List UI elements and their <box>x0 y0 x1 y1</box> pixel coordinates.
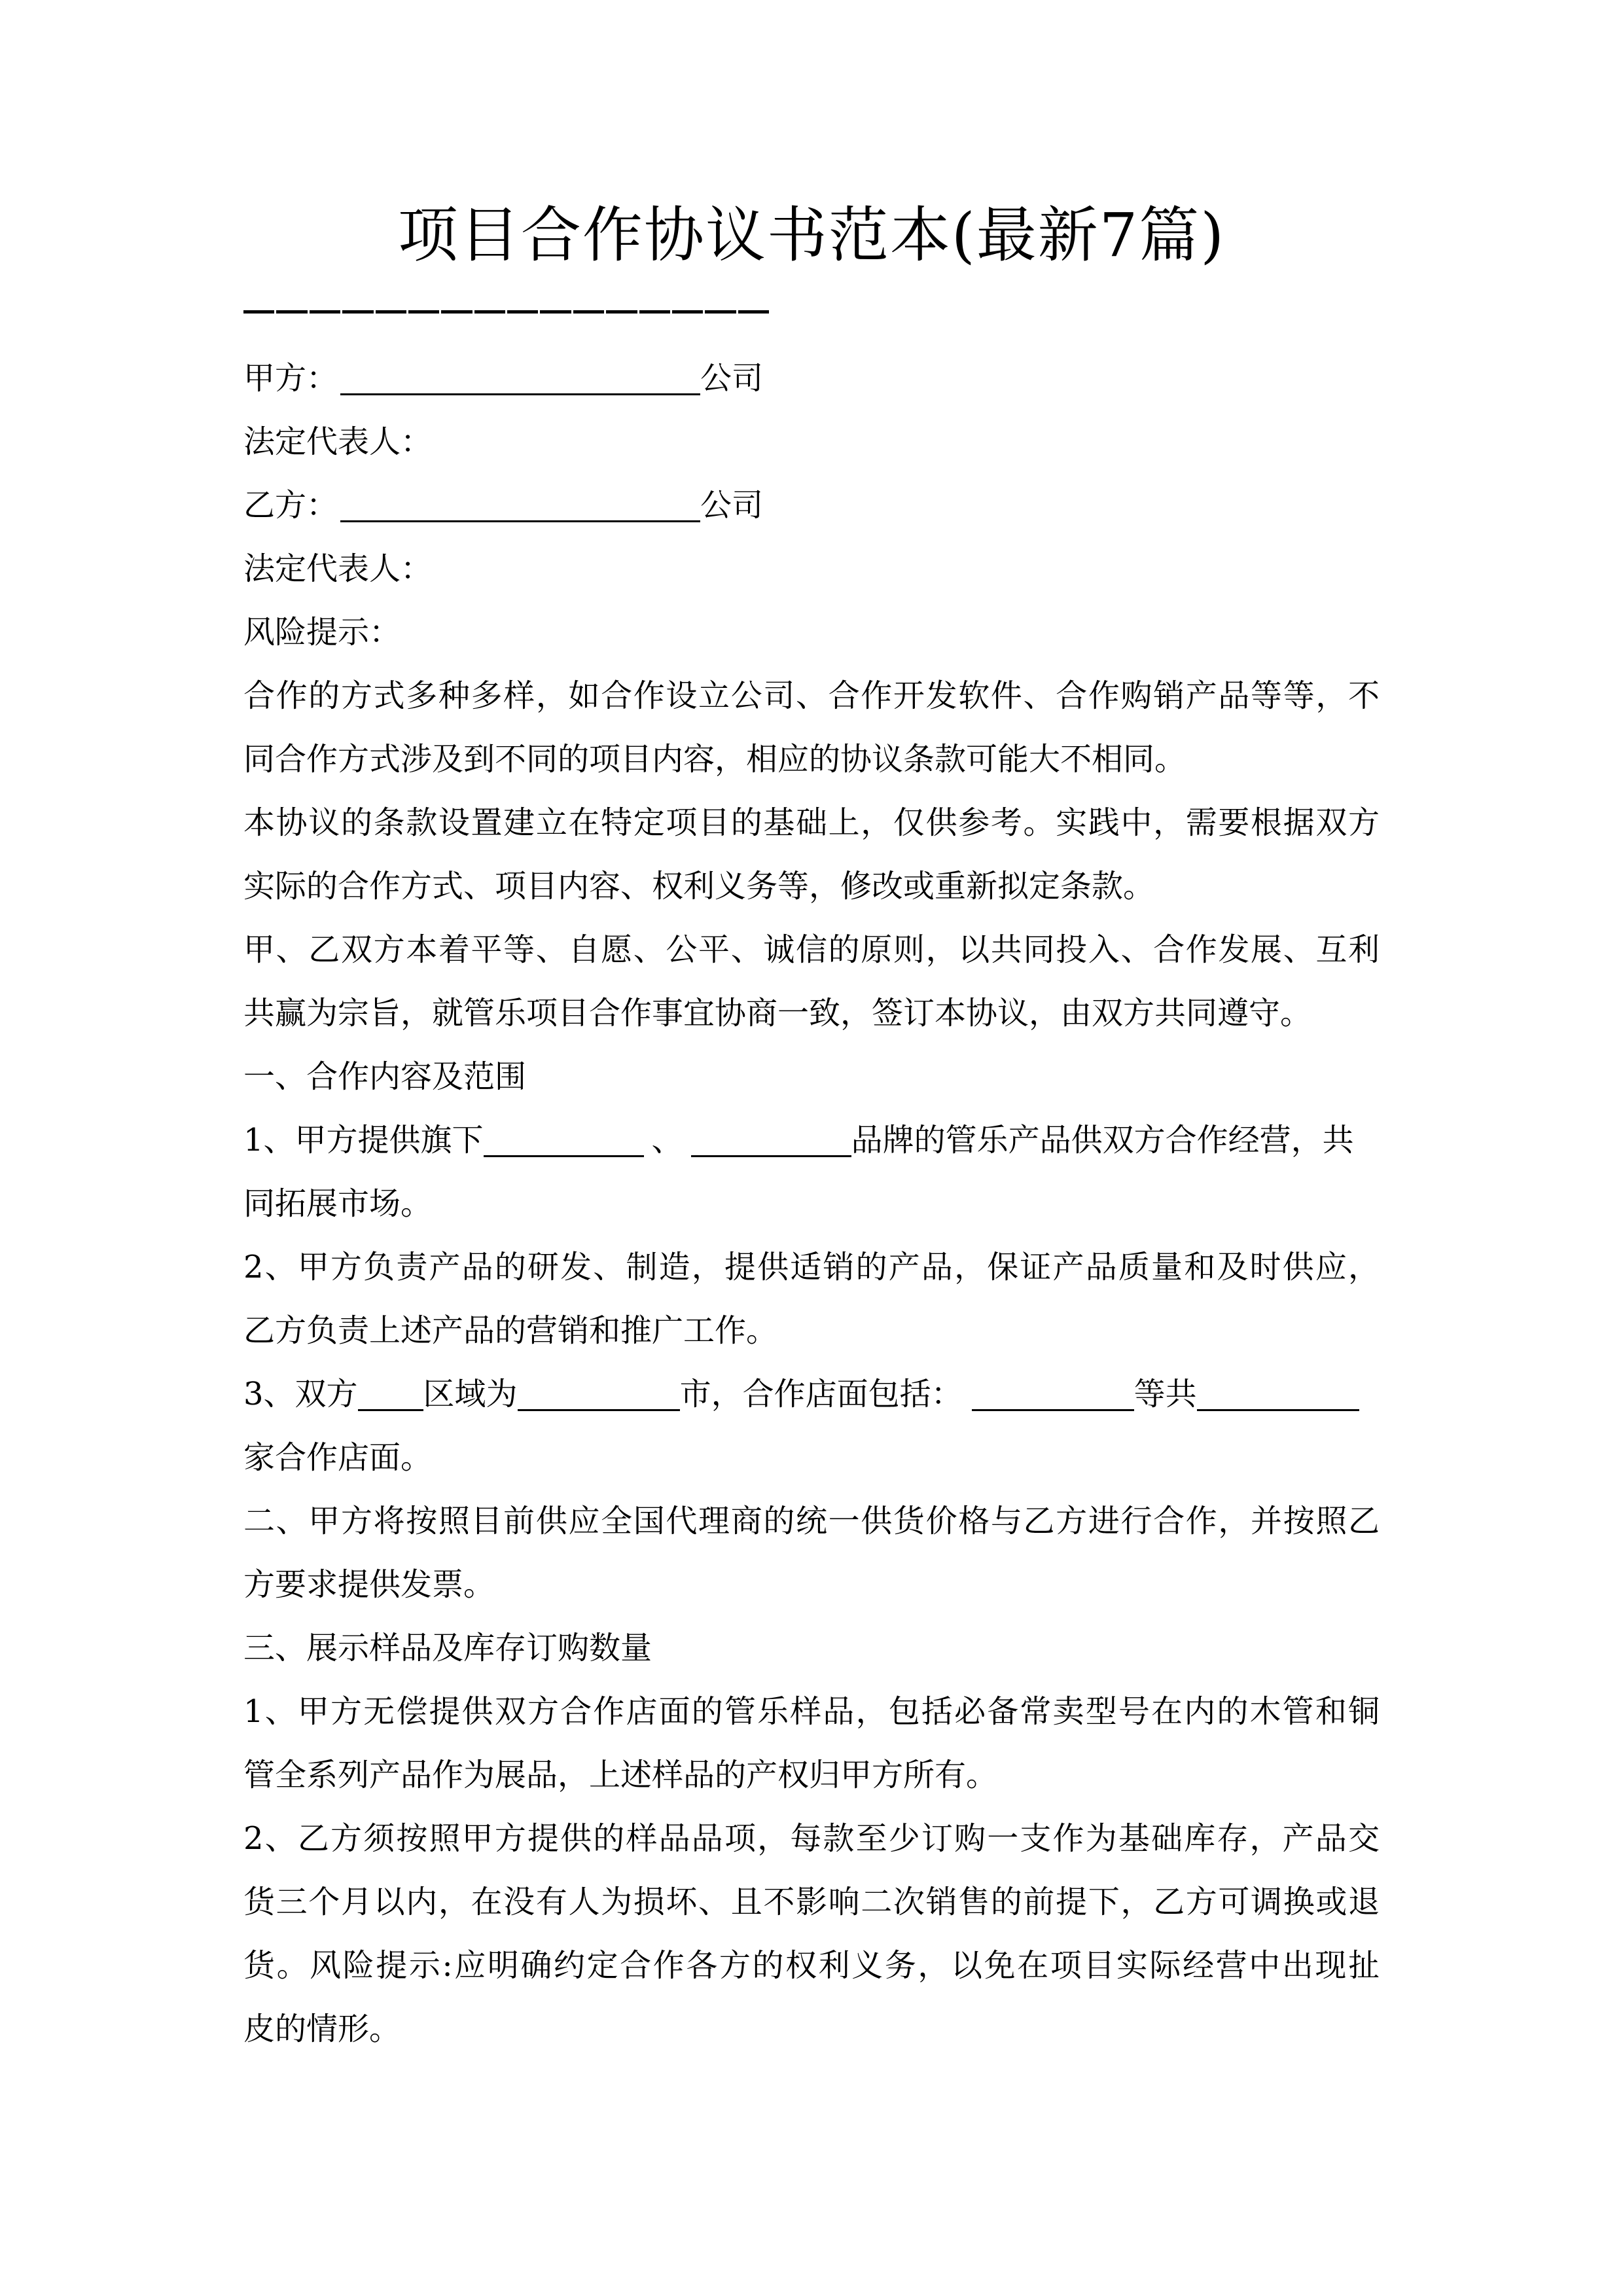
section2-line1 <box>243 1501 1380 1541</box>
clause-text: 乙方负责上述产品的营销和推广工作。 <box>243 1312 778 1349</box>
separator-dash <box>507 310 538 314</box>
paragraph-text: 合作的方式多种多样，如合作设立公司、合作开发软件、合作购销产品等等，不 <box>243 677 1380 714</box>
paragraph-text: 甲、乙双方本着平等、自愿、公平、诚信的原则，以共同投入、合作发展、互利 <box>243 931 1380 968</box>
section-heading-text: 一、合作内容及范围 <box>243 1058 527 1095</box>
section3-heading <box>243 1628 1380 1668</box>
party-b-suffix: 公司 <box>700 487 764 524</box>
risk-para2-line1 <box>243 803 1380 842</box>
clause-text: 3、双方 <box>243 1376 358 1412</box>
section1-item3-line1 <box>243 1374 1380 1414</box>
separator-dash <box>441 310 472 314</box>
city-blank[interactable] <box>518 1378 680 1411</box>
region-blank[interactable] <box>358 1378 423 1411</box>
party-b-name-blank[interactable] <box>340 489 700 522</box>
risk-heading <box>243 613 1380 652</box>
separator-dash <box>342 310 373 314</box>
party-a-suffix: 公司 <box>700 360 764 397</box>
clause-text: 家合作店面。 <box>243 1439 433 1476</box>
clause-text: 等共 <box>1133 1376 1197 1412</box>
separator-dash <box>474 310 505 314</box>
separator-dash <box>276 310 307 314</box>
clause-text: 同拓展市场。 <box>243 1185 433 1222</box>
party-a-rep-line <box>243 422 1380 461</box>
risk-heading-text: 风险提示： <box>243 614 401 651</box>
section2-line2 <box>243 1565 1380 1604</box>
section1-item1-line1 <box>243 1121 1380 1160</box>
separator-dash <box>606 310 637 314</box>
section3-item2-line2 <box>243 1882 1380 1922</box>
brand-blank-2[interactable] <box>691 1124 851 1157</box>
party-b-rep-label: 法定代表人： <box>243 550 433 587</box>
party-b-label: 乙方： <box>243 487 338 524</box>
clause-text: 2、乙方须按照甲方提供的样品品项，每款至少订购一支作为基础库存，产品交 <box>243 1820 1380 1857</box>
section1-item2-line2 <box>243 1311 1380 1350</box>
clause-text: 货三个月以内，在没有人为损坏、且不影响二次销售的前提下，乙方可调换或退 <box>243 1884 1380 1920</box>
paragraph-text: 本协议的条款设置建立在特定项目的基础上，仅供参考。实践中，需要根据双方 <box>243 804 1380 841</box>
section-text: 二、甲方将按照目前供应全国代理商的统一供货价格与乙方进行合作，并按照乙 <box>243 1503 1380 1539</box>
separator-dash <box>376 310 406 314</box>
separator-dash <box>639 310 670 314</box>
paragraph-text: 同合作方式涉及到不同的项目内容，相应的协议条款可能大不相同。 <box>243 741 1186 778</box>
clause-text: 1、甲方无偿提供双方合作店面的管乐样品，包括必备常卖型号在内的木管和铜 <box>243 1693 1380 1730</box>
paragraph-text: 共赢为宗旨，就管乐项目合作事宜协商一致，签订本协议，由双方共同遵守。 <box>243 995 1312 1031</box>
section1-item1-line2 <box>243 1184 1380 1223</box>
risk-para1-line2 <box>243 740 1380 779</box>
clause-text: 品牌的管乐产品供双方合作经营，共 <box>851 1122 1354 1158</box>
section-heading-text: 三、展示样品及库存订购数量 <box>243 1630 652 1666</box>
party-b-rep-line <box>243 549 1380 588</box>
separator-dash <box>705 310 736 314</box>
section3-item2-line3 <box>243 1946 1380 1985</box>
preamble-line2 <box>243 994 1380 1033</box>
section1-item2-line1 <box>243 1247 1380 1287</box>
separator-dash <box>672 310 703 314</box>
risk-para2-line2 <box>243 867 1380 906</box>
section1-item3-line2 <box>243 1438 1380 1477</box>
party-a-label: 甲方： <box>243 360 338 397</box>
brand-blank-1[interactable] <box>484 1124 644 1157</box>
separator-dash <box>573 310 604 314</box>
party-b-line <box>243 486 1380 525</box>
clause-text: 2、甲方负责产品的研发、制造，提供适销的产品，保证产品质量和及时供应， <box>243 1249 1380 1285</box>
party-a-line <box>243 359 1380 398</box>
section3-item2-line4 <box>243 2009 1380 2049</box>
party-a-rep-label: 法定代表人： <box>243 423 433 460</box>
separator-dash <box>310 310 340 314</box>
separator-dash <box>540 310 571 314</box>
preamble-line1 <box>243 930 1380 969</box>
separator-dash <box>738 310 769 314</box>
clause-text: 货。风险提示:应明确约定合作各方的权利义务，以免在项目实际经营中出现扯 <box>243 1947 1380 1984</box>
paragraph-text: 实际的合作方式、项目内容、权利义务等，修改或重新拟定条款。 <box>243 868 1155 905</box>
separator-dash <box>408 310 439 314</box>
document-title: 项目合作协议书范本(最新7篇) <box>397 200 1226 270</box>
title-separator <box>243 310 769 314</box>
clause-text: 、 <box>651 1122 683 1158</box>
risk-para1-line1 <box>243 676 1380 715</box>
section1-heading <box>243 1057 1380 1096</box>
store-count-blank[interactable] <box>1197 1378 1359 1411</box>
section-text: 方要求提供发票。 <box>243 1566 495 1603</box>
clause-text: 皮的情形。 <box>243 2011 401 2047</box>
section3-item1-line1 <box>243 1692 1380 1731</box>
clause-text: 1、甲方提供旗下 <box>243 1122 484 1158</box>
clause-text: 区域为 <box>423 1376 518 1412</box>
clause-text: 市，合作店面包括： <box>679 1376 963 1412</box>
separator-dash <box>243 310 274 314</box>
section3-item1-line2 <box>243 1755 1380 1795</box>
stores-blank[interactable] <box>972 1378 1134 1411</box>
section3-item2-line1 <box>243 1819 1380 1858</box>
party-a-name-blank[interactable] <box>340 362 700 395</box>
clause-text: 管全系列产品作为展品，上述样品的产权归甲方所有。 <box>243 1757 998 1793</box>
